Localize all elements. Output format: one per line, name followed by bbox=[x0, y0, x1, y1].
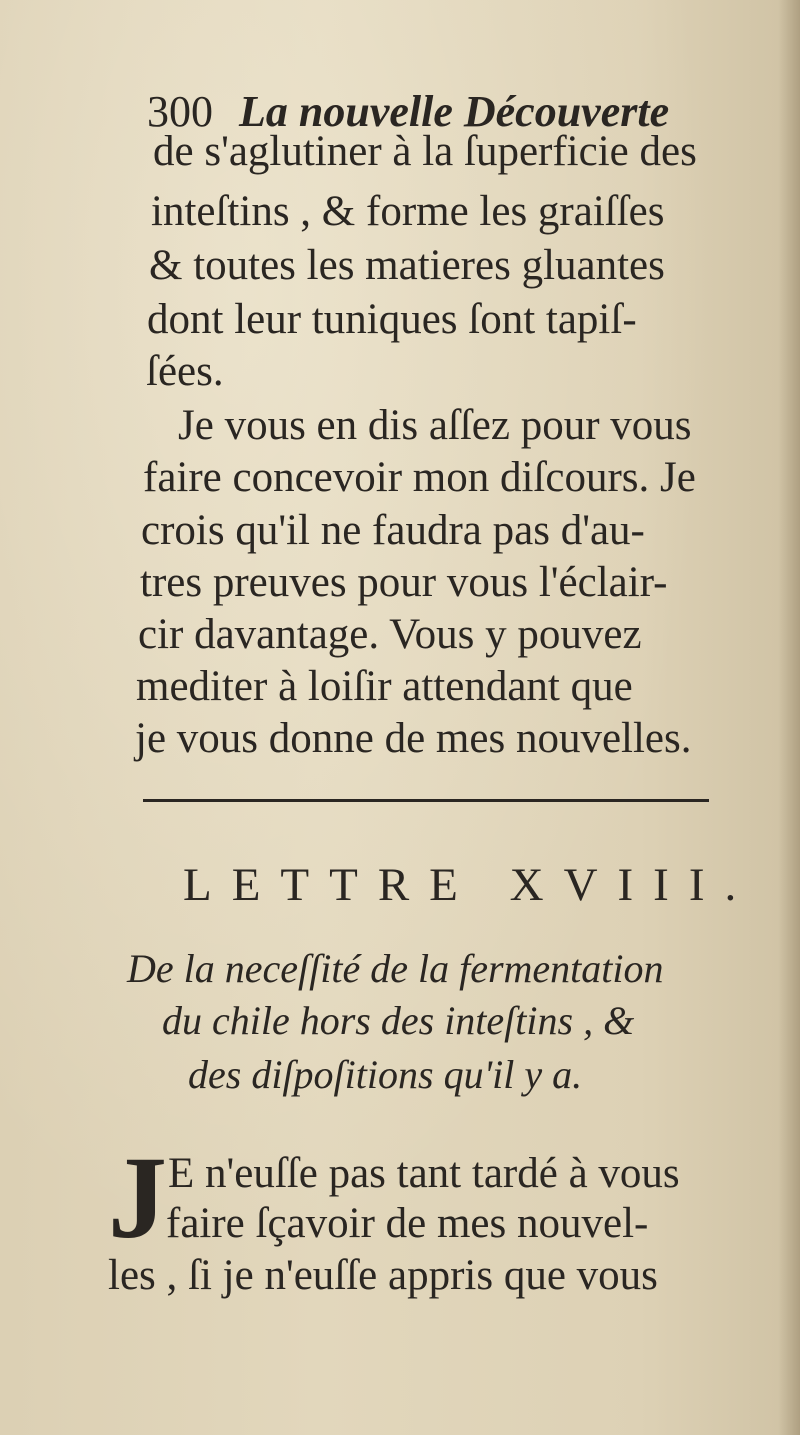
letter-title: LETTRE XVIII. bbox=[183, 859, 757, 911]
letter-subtitle-line: des diſpoſitions qu'il y a. bbox=[188, 1052, 583, 1097]
body-line: de s'aglutiner à la ſuperficie des bbox=[153, 128, 697, 175]
body-line: inteſtins , & forme les graiſſes bbox=[151, 188, 665, 235]
body-line: faire concevoir mon diſcours. Je bbox=[143, 454, 696, 501]
body-line: dont leur tuniques ſont tapiſ- bbox=[147, 296, 637, 343]
drop-cap: J bbox=[108, 1132, 167, 1263]
letter-subtitle-line: De la neceſſité de la fermentation bbox=[127, 946, 664, 991]
opening-line: faire ſçavoir de mes nouvel- bbox=[166, 1200, 649, 1247]
opening-line: les , ſi je n'euſſe appris que vous bbox=[108, 1252, 658, 1299]
page-edge-shadow bbox=[778, 0, 800, 1435]
letter-subtitle-line: du chile hors des inteſtins , & bbox=[162, 998, 635, 1043]
body-line: & toutes les matieres gluantes bbox=[149, 242, 665, 289]
opening-line: E n'euſſe pas tant tardé à vous bbox=[168, 1150, 680, 1197]
body-line: tres preuves pour vous l'éclair- bbox=[140, 559, 668, 606]
body-line: je vous donne de mes nouvelles. bbox=[135, 715, 692, 762]
section-rule bbox=[143, 799, 709, 802]
running-title: La nouvelle Découverte bbox=[239, 87, 670, 136]
body-line: Je vous en dis aſſez pour vous bbox=[178, 402, 692, 449]
body-line: mediter à loiſir attendant que bbox=[136, 663, 633, 710]
body-line: cir davantage. Vous y pouvez bbox=[138, 611, 642, 658]
body-line: ſées. bbox=[146, 348, 224, 395]
body-line: crois qu'il ne faudra pas d'au- bbox=[141, 507, 645, 554]
page-number: 300 bbox=[147, 87, 213, 136]
